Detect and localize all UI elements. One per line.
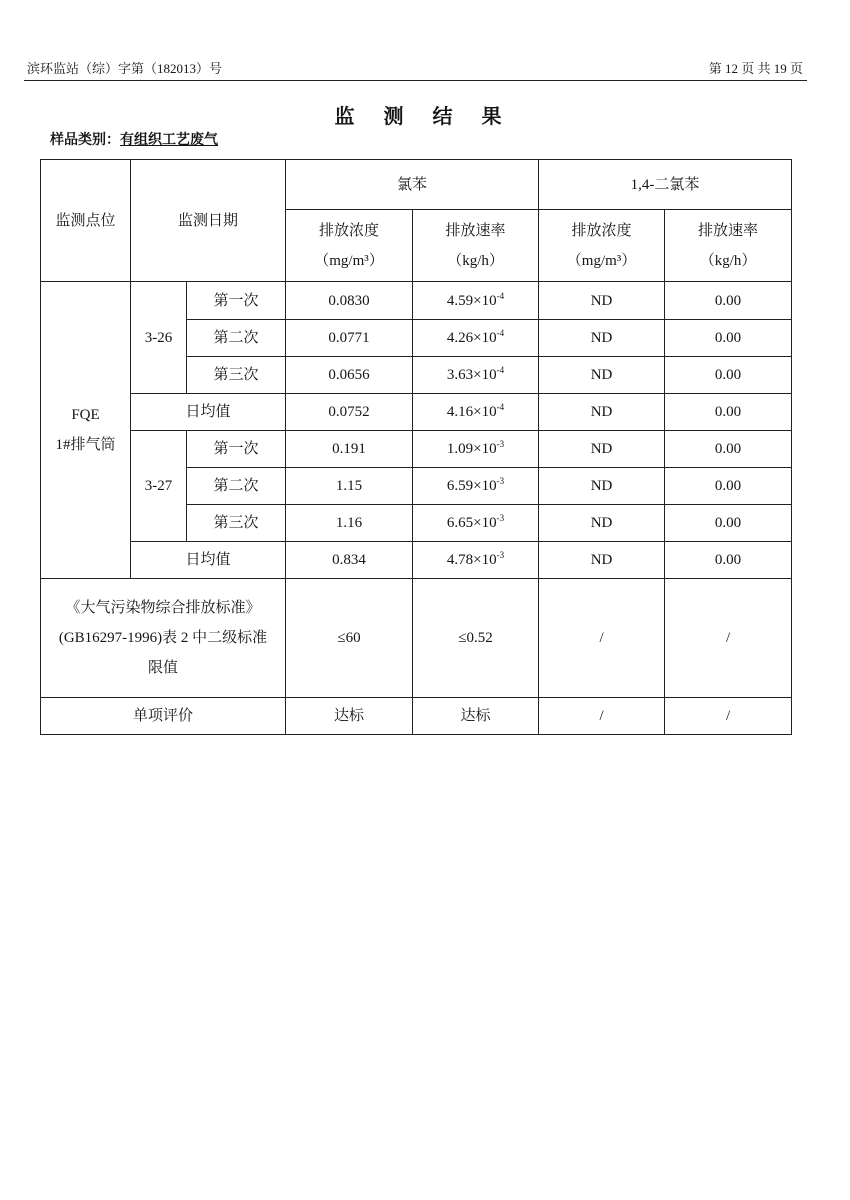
date-cell: 3-26 bbox=[131, 282, 187, 394]
standard-limit-text bbox=[41, 579, 286, 698]
value-cell: 0.00 bbox=[665, 394, 792, 431]
run-label-cell: 第二次 bbox=[187, 320, 286, 357]
value-cell: 达标 bbox=[286, 698, 413, 735]
value-cell: 0.191 bbox=[286, 431, 413, 468]
value-cell: ND bbox=[539, 431, 665, 468]
value-exponent: -4 bbox=[496, 290, 505, 301]
standard-text-line: 限值 bbox=[148, 660, 179, 676]
date-cell: 3-27 bbox=[131, 431, 187, 542]
header-column-unit: （kg/h） bbox=[447, 252, 504, 269]
page-title: 监 测 结 果 bbox=[334, 106, 502, 128]
run-label-cell: 第一次 bbox=[187, 282, 286, 320]
value-cell: 0.0752 bbox=[286, 394, 413, 431]
header-column-label: 排放速率 bbox=[698, 222, 759, 239]
header-group-dichlorobenzene: 1,4-二氯苯 bbox=[539, 160, 792, 210]
value-cell: / bbox=[665, 579, 792, 698]
run-label-cell: 第二次 bbox=[187, 468, 286, 505]
value-exponent: -3 bbox=[496, 439, 505, 449]
value-exponent: -4 bbox=[496, 328, 505, 338]
result-row bbox=[41, 431, 792, 468]
sample-category bbox=[50, 132, 218, 150]
value-cell: / bbox=[539, 698, 665, 735]
value-base: 6.65×10 bbox=[446, 515, 497, 531]
run-label-cell: 第三次 bbox=[187, 357, 286, 394]
value-cell: ≤60 bbox=[286, 579, 413, 698]
value-cell: / bbox=[665, 698, 792, 735]
standard-text-line: (GB16297-1996)表 2 中二级标准 bbox=[58, 630, 268, 646]
results-table bbox=[40, 159, 792, 735]
standard-limit-row bbox=[41, 579, 792, 698]
value-cell: ND bbox=[539, 320, 665, 357]
value-cell: 0.00 bbox=[665, 320, 792, 357]
value-cell bbox=[413, 394, 539, 431]
value-cell: 0.00 bbox=[665, 431, 792, 468]
value-cell bbox=[413, 320, 539, 357]
sample-category-value: 有组织工艺废气 bbox=[120, 133, 218, 148]
value-exponent: -4 bbox=[496, 365, 505, 375]
monitoring-point-code: FQE bbox=[71, 407, 100, 423]
value-exponent: -4 bbox=[496, 402, 505, 412]
daily-average-row bbox=[41, 542, 792, 579]
monitoring-point-name: 1#排气筒 bbox=[55, 437, 116, 453]
document-number: 滨环监站（综）字第（182013）号 bbox=[27, 61, 223, 76]
run-label-cell: 第三次 bbox=[187, 505, 286, 542]
header-group-chlorobenzene: 氯苯 bbox=[286, 160, 539, 210]
evaluation-row bbox=[41, 698, 792, 735]
page-indicator: 第 12 页 共 19 页 bbox=[708, 61, 803, 76]
header-column-unit: （kg/h） bbox=[699, 252, 757, 269]
value-cell bbox=[413, 542, 539, 579]
header-column-label: 排放速率 bbox=[445, 222, 506, 239]
header-column-unit: （mg/m³） bbox=[314, 252, 384, 269]
header-monitoring-date: 监测日期 bbox=[131, 160, 286, 282]
header-column-label: 排放浓度 bbox=[571, 222, 632, 239]
value-exponent: -3 bbox=[496, 550, 505, 560]
value-cell: ND bbox=[539, 542, 665, 579]
value-cell: 0.00 bbox=[665, 282, 792, 320]
value-cell bbox=[413, 505, 539, 542]
value-base: 1.09×10 bbox=[446, 441, 497, 457]
value-exponent: -3 bbox=[496, 476, 505, 486]
result-row bbox=[41, 282, 792, 320]
value-cell: 0.00 bbox=[665, 542, 792, 579]
header-column-label: 排放浓度 bbox=[319, 222, 380, 239]
value-base: 4.16×10 bbox=[446, 404, 497, 420]
value-cell: 0.00 bbox=[665, 468, 792, 505]
evaluation-label: 单项评价 bbox=[41, 698, 286, 735]
value-cell: ND bbox=[539, 357, 665, 394]
header-row-groups bbox=[41, 160, 792, 210]
header-column-unit: （mg/m³） bbox=[566, 252, 637, 269]
header-column bbox=[665, 210, 792, 282]
value-cell: ND bbox=[539, 505, 665, 542]
value-cell: ND bbox=[539, 282, 665, 320]
header-divider bbox=[24, 80, 807, 81]
sample-category-label: 样品类别： bbox=[50, 133, 120, 148]
daily-average-label: 日均值 bbox=[131, 542, 286, 579]
header-monitoring-point: 监测点位 bbox=[41, 160, 131, 282]
value-cell: 1.15 bbox=[286, 468, 413, 505]
value-cell bbox=[413, 282, 539, 320]
value-base: 4.78×10 bbox=[446, 552, 497, 568]
value-base: 4.59×10 bbox=[446, 292, 497, 309]
value-base: 6.59×10 bbox=[446, 478, 497, 494]
value-cell: ND bbox=[539, 394, 665, 431]
value-cell: ≤0.52 bbox=[413, 579, 539, 698]
header-column bbox=[413, 210, 539, 282]
value-cell: 0.00 bbox=[665, 357, 792, 394]
value-cell: 1.16 bbox=[286, 505, 413, 542]
value-cell: 达标 bbox=[413, 698, 539, 735]
daily-average-row bbox=[41, 394, 792, 431]
value-cell: / bbox=[539, 579, 665, 698]
daily-average-label: 日均值 bbox=[131, 394, 286, 431]
standard-text-line: 《大气污染物综合排放标准》 bbox=[65, 600, 261, 616]
value-cell: 0.834 bbox=[286, 542, 413, 579]
value-cell bbox=[413, 468, 539, 505]
header-column bbox=[286, 210, 413, 282]
value-cell: 0.0771 bbox=[286, 320, 413, 357]
value-cell: 0.0656 bbox=[286, 357, 413, 394]
header-column bbox=[539, 210, 665, 282]
value-cell: ND bbox=[539, 468, 665, 505]
value-exponent: -3 bbox=[496, 513, 505, 523]
run-label-cell: 第一次 bbox=[187, 431, 286, 468]
results-table-body bbox=[41, 160, 792, 735]
value-base: 3.63×10 bbox=[446, 367, 497, 383]
value-cell: 0.0830 bbox=[286, 282, 413, 320]
value-cell bbox=[413, 357, 539, 394]
value-base: 4.26×10 bbox=[446, 330, 497, 346]
value-cell: 0.00 bbox=[665, 505, 792, 542]
monitoring-point-cell bbox=[41, 282, 131, 579]
value-cell bbox=[413, 431, 539, 468]
